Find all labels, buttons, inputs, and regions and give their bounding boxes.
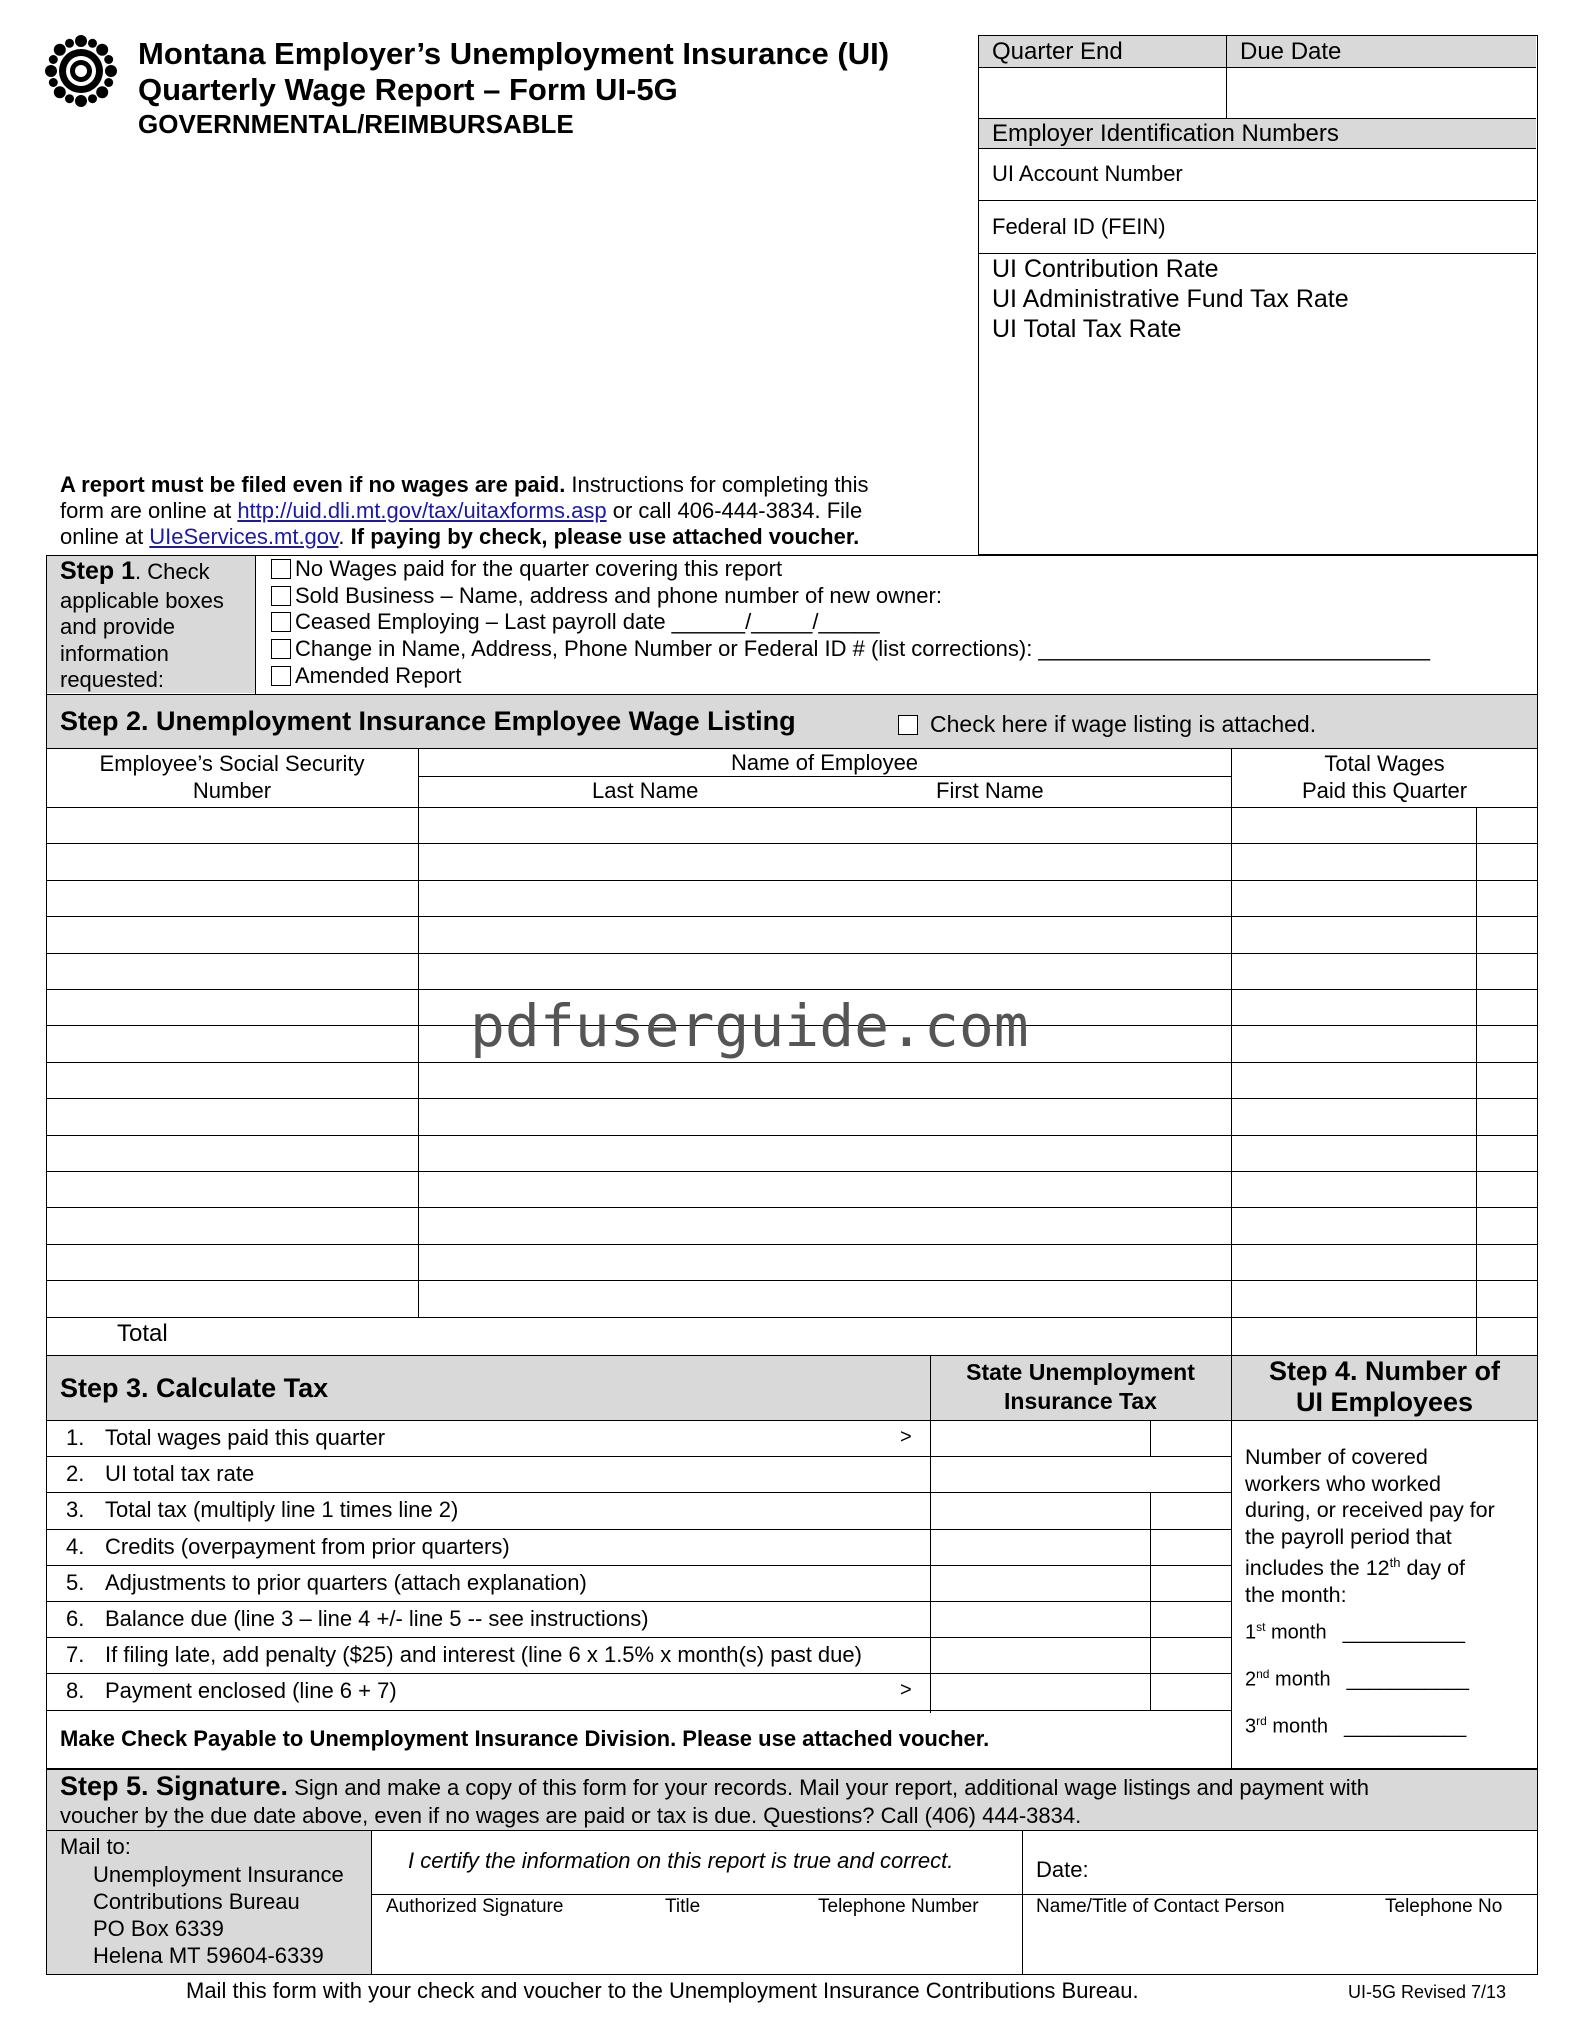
tax-line-number: 5. bbox=[66, 1569, 85, 1595]
tax-line-label: Payment enclosed (line 6 + 7) bbox=[105, 1678, 397, 1704]
tax-line-number: 6. bbox=[66, 1606, 85, 1631]
footer-mail-note: Mail this form with your check and voucher to the Unemployment Insurance Contributions Bureau. bbox=[186, 1978, 1139, 2003]
contribution-rate-label: UI Contribution Rate bbox=[992, 255, 1219, 283]
wage-total-field[interactable] bbox=[1233, 1320, 1475, 1354]
month3-employee-count[interactable]: 3rd month ___________ bbox=[1245, 1714, 1467, 1738]
wage-listing-attached-option[interactable]: Check here if wage listing is attached. bbox=[898, 711, 1316, 738]
total-tax-rate-label: UI Total Tax Rate bbox=[992, 315, 1182, 343]
step1-heading: Step 1. Check bbox=[60, 557, 210, 585]
checkbox[interactable] bbox=[898, 715, 918, 735]
contact-person-field[interactable] bbox=[1024, 1922, 1536, 1972]
step1-desc-line: and provide bbox=[60, 614, 175, 639]
tax-line-number: 3. bbox=[66, 1497, 85, 1523]
filing-notice-line3: online at UIeServices.mt.gov. If paying by check, please use attached voucher. bbox=[60, 524, 860, 549]
signature-field[interactable] bbox=[373, 1922, 1020, 1972]
step3-heading: Step 3. Calculate Tax bbox=[60, 1373, 329, 1403]
tax-line-label: Adjustments to prior quarters (attach explanation) bbox=[105, 1569, 587, 1595]
tax-amount-field[interactable] bbox=[932, 1638, 1229, 1672]
wage-row[interactable] bbox=[46, 1098, 1538, 1134]
option-no-wages[interactable]: No Wages paid for the quarter covering this report bbox=[271, 556, 782, 582]
step1-desc-line: requested: bbox=[60, 667, 164, 692]
tax-line bbox=[46, 1529, 930, 1565]
tax-amount-field[interactable] bbox=[932, 1530, 1229, 1564]
wage-row[interactable] bbox=[46, 1207, 1538, 1243]
checkbox[interactable] bbox=[271, 666, 291, 686]
title-label: Title bbox=[665, 1896, 701, 1917]
date-field[interactable] bbox=[1100, 1834, 1535, 1892]
checkbox[interactable] bbox=[271, 639, 291, 659]
last-name-column-header: Last Name bbox=[592, 778, 699, 803]
fein-field[interactable] bbox=[1239, 202, 1534, 252]
mailing-address: Unemployment Insurance Contributions Bureau PO Box 6339 Helena MT 59604-6339 bbox=[93, 1862, 344, 1968]
certification-statement: I certify the information on this report is true and correct. bbox=[408, 1848, 954, 1873]
tax-line-number: 8. bbox=[66, 1678, 85, 1704]
tax-line-number: 1. bbox=[66, 1425, 85, 1450]
checkbox[interactable] bbox=[271, 612, 291, 632]
tax-line bbox=[46, 1565, 930, 1601]
tax-amount-field[interactable] bbox=[932, 1566, 1229, 1600]
employer-ids-heading: Employer Identification Numbers bbox=[992, 120, 1339, 147]
due-date-label: Due Date bbox=[1240, 38, 1342, 65]
option-amended-report[interactable]: Amended Report bbox=[271, 663, 461, 689]
wage-row[interactable] bbox=[46, 1244, 1538, 1280]
tax-amount-field[interactable] bbox=[932, 1493, 1229, 1527]
tax-line-arrow: > bbox=[900, 1426, 912, 1448]
month1-employee-count[interactable]: 1st month ___________ bbox=[1245, 1620, 1465, 1644]
montana-seal-gear-icon bbox=[44, 34, 118, 108]
form-revision: UI-5G Revised 7/13 bbox=[1348, 1982, 1507, 2002]
ui-eservices-link[interactable]: UIeServices.mt.gov bbox=[149, 524, 339, 549]
tax-line-arrow: > bbox=[900, 1679, 912, 1702]
tax-line-label: Credits (overpayment from prior quarters) bbox=[105, 1533, 510, 1559]
wage-row[interactable] bbox=[46, 807, 1538, 843]
tax-line bbox=[46, 1492, 930, 1528]
authorized-signature-label: Authorized Signature bbox=[386, 1896, 564, 1917]
tax-amount-field[interactable] bbox=[932, 1457, 1229, 1491]
first-name-column-header: First Name bbox=[936, 778, 1044, 803]
employer-info-box bbox=[978, 35, 1538, 555]
employee-name-column-header: Name of Employee bbox=[730, 750, 919, 775]
ui-account-label: UI Account Number bbox=[992, 161, 1183, 186]
step1-desc-line: applicable boxes bbox=[60, 588, 224, 613]
tax-line-label: UI total tax rate bbox=[105, 1461, 255, 1487]
quarter-end-label: Quarter End bbox=[992, 38, 1123, 65]
quarter-end-field[interactable] bbox=[979, 69, 1225, 117]
wage-total-label: Total bbox=[117, 1320, 168, 1347]
wage-row[interactable] bbox=[46, 1280, 1538, 1316]
watermark: pdfuserguide.com bbox=[470, 992, 1029, 1060]
form-title-line2: Quarterly Wage Report – Form UI-5G bbox=[138, 72, 678, 107]
admin-fund-rate-label: UI Administrative Fund Tax Rate bbox=[992, 285, 1349, 313]
filing-notice-line1: A report must be filed even if no wages are paid. Instructions for completing this bbox=[60, 472, 869, 497]
month2-employee-count[interactable]: 2nd month ___________ bbox=[1245, 1667, 1469, 1691]
contact-person-label: Name/Title of Contact Person bbox=[1036, 1896, 1285, 1917]
tax-line bbox=[46, 1601, 930, 1637]
option-change-info[interactable]: Change in Name, Address, Phone Number or Federal ID # (list corrections): ________________________________ bbox=[271, 636, 1430, 662]
instructions-link[interactable]: http://uid.dli.mt.gov/tax/uitaxforms.asp bbox=[237, 498, 607, 523]
wage-row[interactable] bbox=[46, 1135, 1538, 1171]
date-label: Date: bbox=[1036, 1857, 1089, 1882]
tax-amount-field[interactable] bbox=[932, 1674, 1229, 1708]
tax-line-number: 2. bbox=[66, 1461, 85, 1487]
tax-line-label: Total wages paid this quarter bbox=[105, 1425, 386, 1450]
telephone-number-label: Telephone Number bbox=[818, 1896, 979, 1917]
check-payable-note: Make Check Payable to Unemployment Insurance Division. Please use attached voucher. bbox=[60, 1726, 990, 1751]
wage-row[interactable] bbox=[46, 1171, 1538, 1207]
option-sold-business[interactable]: Sold Business – Name, address and phone number of new owner: bbox=[271, 583, 942, 609]
fein-label: Federal ID (FEIN) bbox=[992, 214, 1166, 239]
filing-notice-line2: form are online at http://uid.dli.mt.gov/tax/uitaxforms.asp or call 406-444-3834. File bbox=[60, 498, 863, 523]
wage-row[interactable] bbox=[46, 916, 1538, 952]
tax-amount-field[interactable] bbox=[932, 1421, 1229, 1455]
state-ui-tax-column-header: State Unemployment Insurance Tax bbox=[966, 1359, 1195, 1414]
ssn-column-header: Employee’s Social Security Number bbox=[99, 751, 365, 803]
tax-line-number: 4. bbox=[66, 1533, 85, 1559]
total-wages-column-header: Total Wages Paid this Quarter bbox=[1301, 751, 1468, 803]
step5-text-line1: Step 5. Signature. Sign and make a copy of this form for your records. Mail your report, additional wage listings and payment with bbox=[60, 1771, 1370, 1801]
checkbox[interactable] bbox=[271, 559, 291, 579]
tax-line bbox=[46, 1456, 930, 1492]
wage-row[interactable] bbox=[46, 953, 1538, 989]
form-title-line3: GOVERNMENTAL/REIMBURSABLE bbox=[138, 109, 574, 139]
mail-to-label: Mail to: bbox=[60, 1834, 131, 1859]
tax-line bbox=[46, 1420, 930, 1456]
tax-line bbox=[46, 1637, 930, 1673]
tax-line-label: Balance due (line 3 – line 4 +/- line 5 -- see instructions) bbox=[105, 1606, 649, 1631]
tax-line-number: 7. bbox=[66, 1642, 85, 1668]
due-date-field[interactable] bbox=[1228, 69, 1534, 117]
step4-heading: Step 4. Number of UI Employees bbox=[1268, 1356, 1501, 1417]
wage-row[interactable] bbox=[46, 843, 1538, 879]
tax-amount-field[interactable] bbox=[932, 1602, 1229, 1636]
step4-description: Number of covered workers who worked during, or received pay for the payroll period that includes the 12th day of the month: bbox=[1245, 1445, 1495, 1607]
wage-row[interactable] bbox=[46, 1062, 1538, 1098]
step2-heading: Step 2. Unemployment Insurance Employee Wage Listing bbox=[60, 706, 796, 736]
tax-line bbox=[46, 1673, 930, 1709]
step1-desc-line: information bbox=[60, 641, 169, 666]
checkbox[interactable] bbox=[271, 586, 291, 606]
option-ceased-employing[interactable]: Ceased Employing – Last payroll date ______/_____/_____ bbox=[271, 609, 880, 635]
ui-account-field[interactable] bbox=[1239, 150, 1534, 200]
form-title-line1: Montana Employer’s Unemployment Insurance (UI) bbox=[138, 36, 890, 71]
wage-row[interactable] bbox=[46, 880, 1538, 916]
tax-line-label: If filing late, add penalty ($25) and interest (line 6 x 1.5% x month(s) past due) bbox=[105, 1642, 862, 1668]
tax-line-label: Total tax (multiply line 1 times line 2) bbox=[105, 1497, 459, 1523]
step5-text-line2: voucher by the due date above, even if no wages are paid or tax is due. Questions? Call (406) 444-3834. bbox=[60, 1803, 1082, 1828]
contact-telephone-label: Telephone No bbox=[1385, 1896, 1503, 1917]
